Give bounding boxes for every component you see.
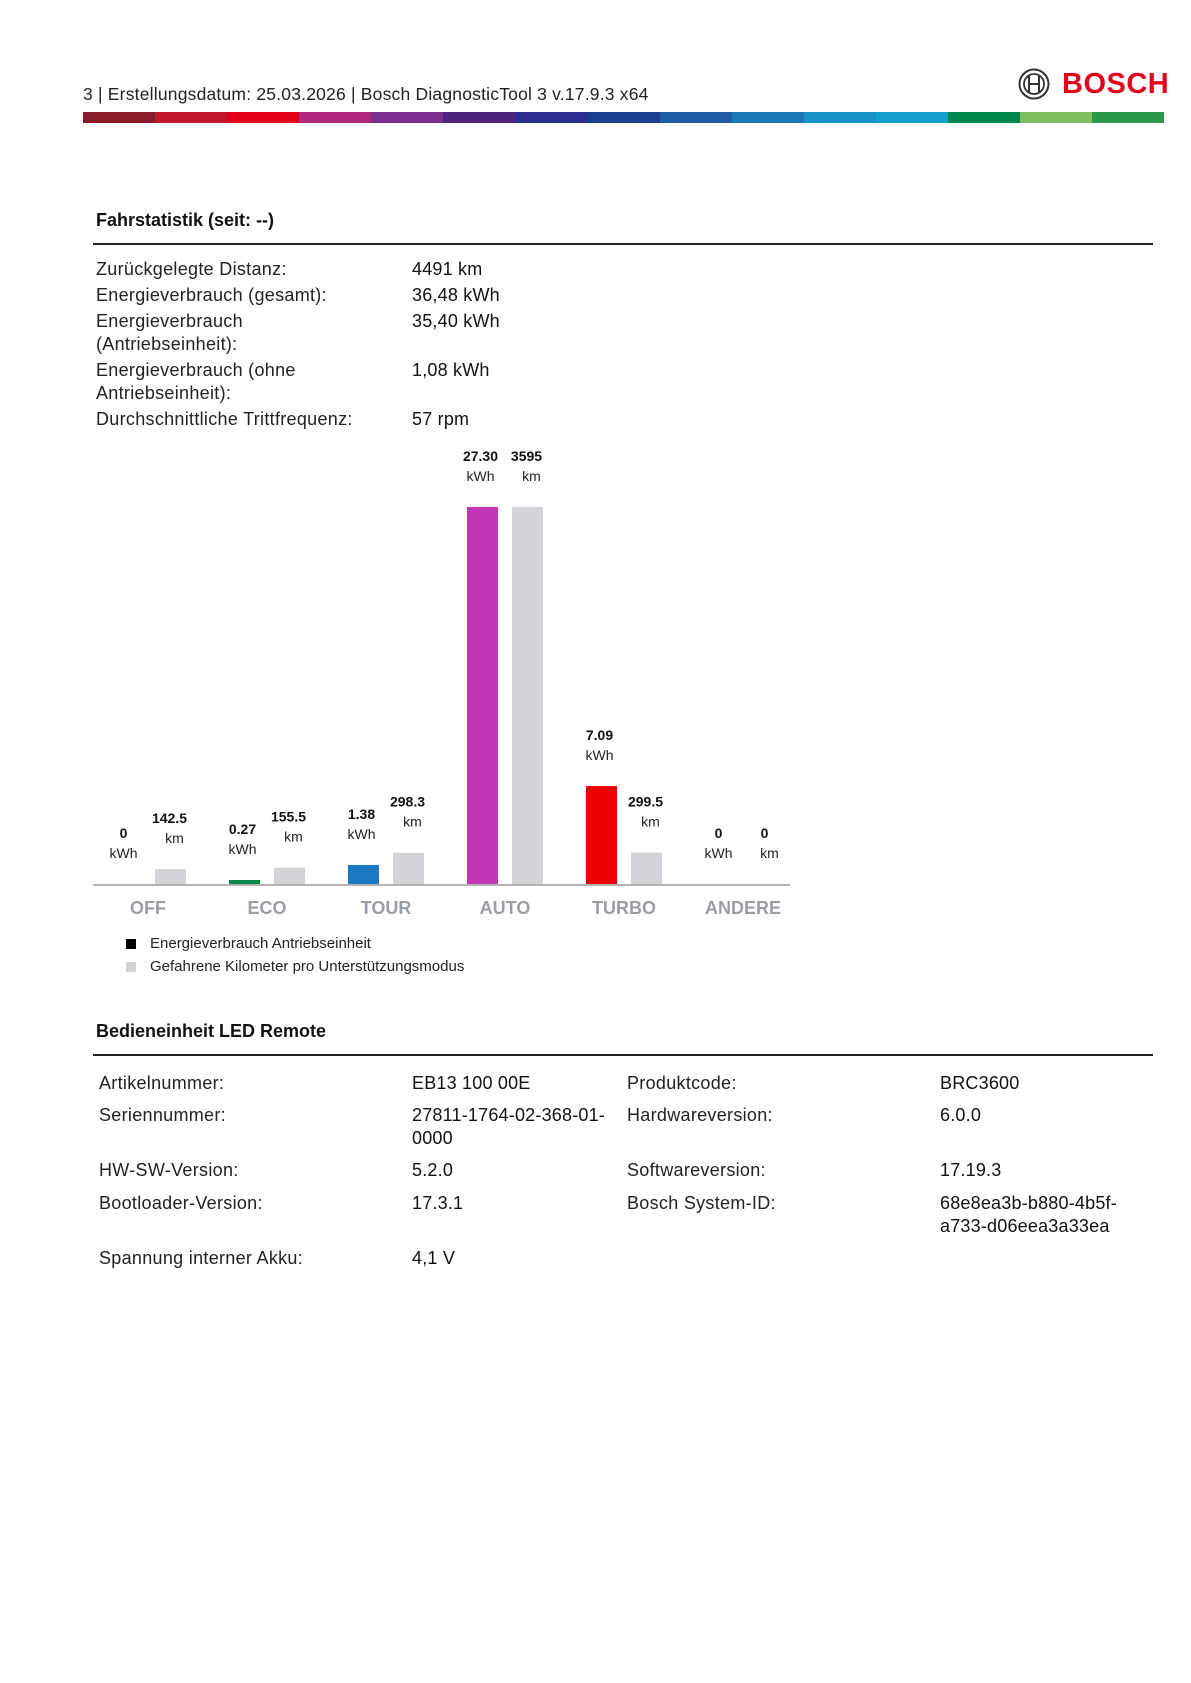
stat-value: 4491 km — [412, 259, 483, 279]
stat-label: Energieverbrauch (ohne Antriebseinheit): — [96, 360, 296, 403]
category-label: ECO — [247, 898, 287, 918]
device-label: Hardwareversion: — [627, 1105, 773, 1125]
km-unit-label: km — [641, 813, 660, 830]
stat-value: 57 rpm — [412, 409, 470, 429]
bedieneinheit-rule — [93, 1054, 1153, 1056]
category-label: TOUR — [360, 898, 412, 918]
km-value-label: 142.5 — [151, 810, 188, 827]
energy-unit-label: kWh — [347, 825, 376, 842]
energy-value-label: 7.09 — [585, 727, 614, 744]
category-label: ANDERE — [704, 898, 782, 918]
legend-swatch — [126, 962, 136, 972]
device-label: Artikelnummer: — [99, 1073, 225, 1093]
stat-value: 35,40 kWh — [412, 311, 500, 331]
bedieneinheit-title: Bedieneinheit LED Remote — [96, 1021, 327, 1041]
km-bar — [631, 853, 662, 884]
km-value-label: 3595 — [510, 448, 543, 464]
energy-value-label: 0.27 — [228, 821, 257, 837]
energy-unit-label: kWh — [585, 747, 614, 764]
stat-label: Zurückgelegte Distanz: — [96, 259, 287, 279]
km-unit-label: km — [522, 468, 541, 484]
stat-label: Energieverbrauch (gesamt): — [96, 285, 327, 305]
energy-bar — [586, 786, 617, 884]
device-value: 5.2.0 — [412, 1160, 454, 1180]
legend-swatch — [126, 939, 136, 949]
km-unit-label: km — [403, 813, 422, 830]
km-value-label: 299.5 — [627, 793, 664, 810]
km-value-label: 0 — [760, 825, 769, 841]
device-value: 4,1 V — [412, 1248, 456, 1268]
stat-label: Durchschnittliche Trittfrequenz: — [96, 409, 353, 429]
device-label: Produktcode: — [627, 1073, 737, 1093]
bosch-logo-text: BOSCH — [1062, 67, 1170, 100]
energy-unit-label: kWh — [704, 845, 733, 861]
legend-item — [126, 935, 371, 952]
legend-item — [126, 958, 464, 975]
device-label: Seriennummer: — [99, 1105, 226, 1125]
category-label: TURBO — [592, 898, 656, 918]
km-bar — [512, 507, 543, 884]
stat-value: 36,48 kWh — [412, 285, 500, 305]
stat-value: 1,08 kWh — [412, 360, 490, 380]
stat-label: Energieverbrauch (Antriebseinheit): — [96, 311, 243, 354]
km-unit-label: km — [284, 828, 303, 845]
km-bar — [274, 868, 305, 884]
device-label: Bosch System-ID: — [627, 1193, 776, 1213]
category-label: AUTO — [479, 898, 531, 918]
device-value: 6.0.0 — [940, 1105, 982, 1125]
km-unit-label: km — [760, 845, 779, 861]
energy-unit-label: kWh — [109, 845, 138, 861]
km-bar — [393, 853, 424, 884]
energy-value-label: 0 — [714, 825, 723, 841]
energy-value-label: 27.30 — [462, 448, 499, 464]
fahrstatistik-title: Fahrstatistik (seit: --) — [96, 210, 275, 230]
device-value: 68e8ea3b-b880-4b5f- a733-d06eea3a33ea — [940, 1193, 1117, 1236]
energy-value-label: 1.38 — [347, 805, 376, 822]
energy-bar — [348, 865, 379, 884]
energy-bar — [229, 880, 260, 884]
legend-label: Energieverbrauch Antriebseinheit — [150, 935, 371, 952]
device-value: 27811-1764-02-368-01- 0000 — [412, 1105, 606, 1148]
device-label: HW-SW-Version: — [99, 1160, 239, 1180]
km-unit-label: km — [165, 830, 184, 847]
device-label: Spannung interner Akku: — [99, 1248, 304, 1268]
device-value: 17.19.3 — [940, 1160, 1002, 1180]
page-header-text: 3 | Erstellungsdatum: 25.03.2026 | Bosch DiagnosticTool 3 v.17.9.3 x64 — [83, 84, 649, 104]
km-value-label: 298.3 — [389, 793, 426, 810]
device-value: BRC3600 — [940, 1073, 1020, 1093]
km-bar — [155, 869, 186, 884]
energy-unit-label: kWh — [466, 468, 495, 484]
energy-unit-label: kWh — [228, 841, 257, 857]
category-label: OFF — [130, 898, 166, 918]
device-label: Bootloader-Version: — [99, 1193, 263, 1213]
legend-label: Gefahrene Kilometer pro Unterstützungsmodus — [150, 958, 465, 975]
km-value-label: 155.5 — [270, 808, 307, 825]
device-value: 17.3.1 — [412, 1193, 464, 1213]
device-label: Softwareversion: — [627, 1160, 766, 1180]
energy-bar — [467, 507, 498, 884]
device-value: EB13 100 00E — [412, 1073, 531, 1093]
energy-value-label: 0 — [119, 825, 128, 841]
